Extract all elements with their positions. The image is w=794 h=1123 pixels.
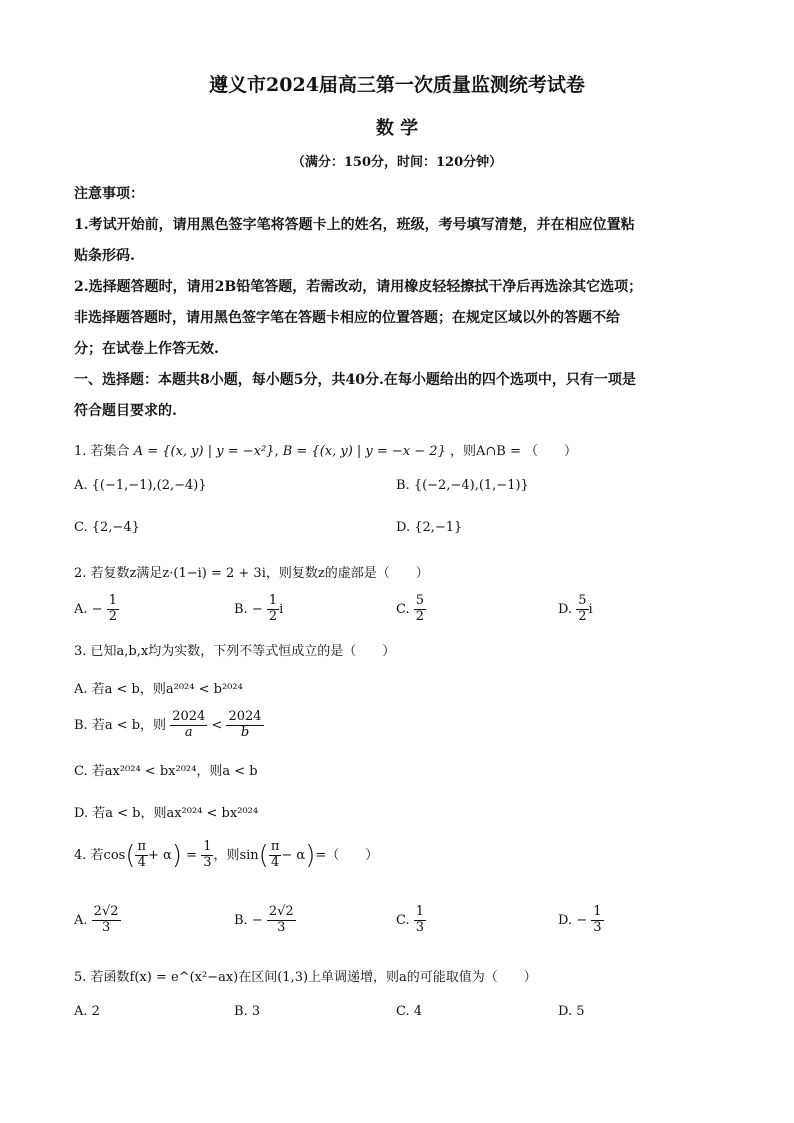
q2-option-c	[396, 594, 426, 625]
q5-option-d: D. 5	[558, 1004, 585, 1019]
notes-item-1-line-1: 1.考试开始前，请用黑色签字笔将答题卡上的姓名，班级，考号填写清楚，并在相应位置粘	[74, 217, 635, 233]
q3-option-c: C. 若ax²⁰²⁴ < bx²⁰²⁴，则a < b	[74, 764, 258, 779]
q1-set-b: B = {(x, y) | y = −x − 2}	[282, 444, 446, 459]
q3-option-b-frac2-den: b	[240, 724, 250, 740]
q2-option-b-denominator: 2	[268, 608, 278, 624]
q2-option-d-label: D.	[558, 601, 573, 617]
q3-option-a: A. 若a < b，则a²⁰²⁴ < b²⁰²⁴	[74, 682, 243, 697]
q2-option-a-denominator: 2	[108, 608, 117, 624]
q3-option-b-less-than: <	[211, 717, 223, 733]
q2-option-a	[74, 594, 119, 625]
q4-option-a	[74, 905, 121, 936]
q4-rhs-den: 3	[203, 854, 212, 870]
q3-option-b	[74, 710, 264, 741]
q4-option-c-label: C.	[396, 912, 410, 928]
q4-end: =（ ）	[315, 847, 379, 863]
q4-option-d-den: 3	[593, 919, 602, 935]
q4-option-c	[396, 905, 426, 936]
q4-option-b-num: 2√2	[268, 904, 294, 919]
q2-option-a-label: A. −	[74, 601, 103, 617]
q4-option-d-label: D. −	[558, 912, 588, 928]
section-heading-line-2: 符合题目要求的.	[74, 403, 177, 419]
question-1-stem: 1. 若集合 A = {(x, y) | y = −x²}, B = {(x, y) | y = −x − 2} ，则A∩B = （ ）	[74, 444, 577, 459]
q2-option-c-denominator: 2	[415, 608, 425, 624]
q3-option-d: D. 若a < b，则ax²⁰²⁴ < bx²⁰²⁴	[74, 806, 259, 821]
q1-suffix: ，则A∩B = （ ）	[450, 444, 577, 459]
q4-arg1-pi: π	[137, 839, 147, 854]
q2-option-a-numerator: 1	[108, 593, 117, 608]
subject-title: 数 学	[375, 118, 419, 139]
q5-option-b: B. 3	[234, 1004, 261, 1019]
section-heading-line-1: 一、选择题：本题共8小题，每小题5分，共40分.在每小题给出的四个选项中，只有一项是	[74, 372, 636, 388]
notes-item-1-line-2: 贴条形码.	[74, 248, 135, 264]
q4-option-c-num: 1	[415, 904, 425, 919]
q1-option-a: A. {(−1,−1),(2,−4)}	[74, 478, 207, 493]
notes-item-2-line-1: 2.选择题答题时，请用2B铅笔答题，若需改动，请用橡皮轻轻擦拭干净后再选涂其它选项；	[74, 279, 643, 295]
q4-arg2-four: 4	[270, 854, 280, 870]
q3-option-b-frac1-num: 2024	[172, 709, 206, 724]
q4-option-b-den: 3	[277, 919, 286, 935]
notes-item-2-line-3: 分；在试卷上作答无效.	[74, 341, 219, 357]
q4-option-a-num: 2√2	[93, 904, 119, 919]
q2-option-d-denominator: 2	[578, 608, 587, 624]
q4-rhs-num: 1	[203, 839, 212, 854]
q4-option-a-label: A.	[74, 912, 88, 928]
q4-option-b	[234, 905, 296, 936]
question-4-stem: 4. 若cos( $\frac{\pi}{4}$ + α) = $\frac{1}{3}$ ，则sin( $\frac{\pi}{4}$ − α)=（ ）	[74, 839, 379, 871]
question-5-stem: 5. 若函数f(x) = e^(x²−ax)在区间(1,3)上单调递增，则a的可能取值为（ ）	[74, 970, 537, 985]
q4-arg1-four: 4	[137, 854, 146, 870]
q4-option-d	[558, 905, 604, 936]
question-2-stem: 2. 若复数z满足z·(1−i) = 2 + 3i，则复数z的虚部是（ ）	[74, 566, 429, 581]
q2-option-d-unit: i	[588, 601, 593, 617]
q2-option-c-numerator: 5	[415, 593, 425, 608]
q5-option-c: C. 4	[396, 1004, 423, 1019]
q2-option-d-numerator: 5	[578, 593, 587, 608]
q1-option-d: D. {2,−1}	[396, 520, 463, 535]
q4-arg2-pi: π	[270, 839, 280, 854]
q4-arg2-tail: − α	[281, 847, 306, 863]
q2-option-b-label: B. −	[234, 601, 263, 617]
q4-option-c-den: 3	[415, 919, 425, 935]
q4-equals: =	[186, 847, 198, 863]
q2-option-c-label: C.	[396, 601, 410, 617]
q3-option-b-prefix: B. 若a < b，则	[74, 717, 167, 733]
question-3-stem: 3. 已知a,b,x均为实数，下列不等式恒成立的是（ ）	[74, 644, 396, 659]
exam-title: 遵义市2024届高三第一次质量监测统考试卷	[209, 74, 585, 96]
q4-option-b-label: B. −	[234, 912, 263, 928]
q1-option-c: C. {2,−4}	[74, 520, 140, 535]
q5-option-a: A. 2	[74, 1004, 100, 1019]
notes-heading: 注意事项：	[74, 186, 144, 202]
q4-option-a-den: 3	[101, 919, 111, 935]
notes-item-2-line-2: 非选择题答题时，请用黑色签字笔在答题卡相应的位置答题；在规定区域以外的答题不给	[74, 310, 620, 326]
q1-set-a: A = {(x, y) | y = −x²}	[133, 444, 275, 459]
q4-option-d-num: 1	[593, 904, 602, 919]
q2-option-b	[234, 594, 283, 625]
q4-cos-prefix: 4. 若cos	[74, 847, 126, 863]
q1-option-b: B. {(−2,−4),(1,−1)}	[396, 478, 529, 493]
q3-option-b-frac2-num: 2024	[228, 709, 262, 724]
q3-option-b-frac1-den: a	[184, 724, 193, 740]
q4-sin-prefix: ，则sin	[213, 847, 259, 863]
q2-option-b-numerator: 1	[268, 593, 278, 608]
q2-option-b-unit: i	[279, 601, 284, 617]
q4-arg1-tail: + α	[148, 847, 172, 863]
exam-meta: （满分：150分，时间：120分钟）	[291, 155, 503, 170]
q2-option-d	[558, 594, 593, 625]
q1-prefix: 1. 若集合	[74, 444, 130, 459]
